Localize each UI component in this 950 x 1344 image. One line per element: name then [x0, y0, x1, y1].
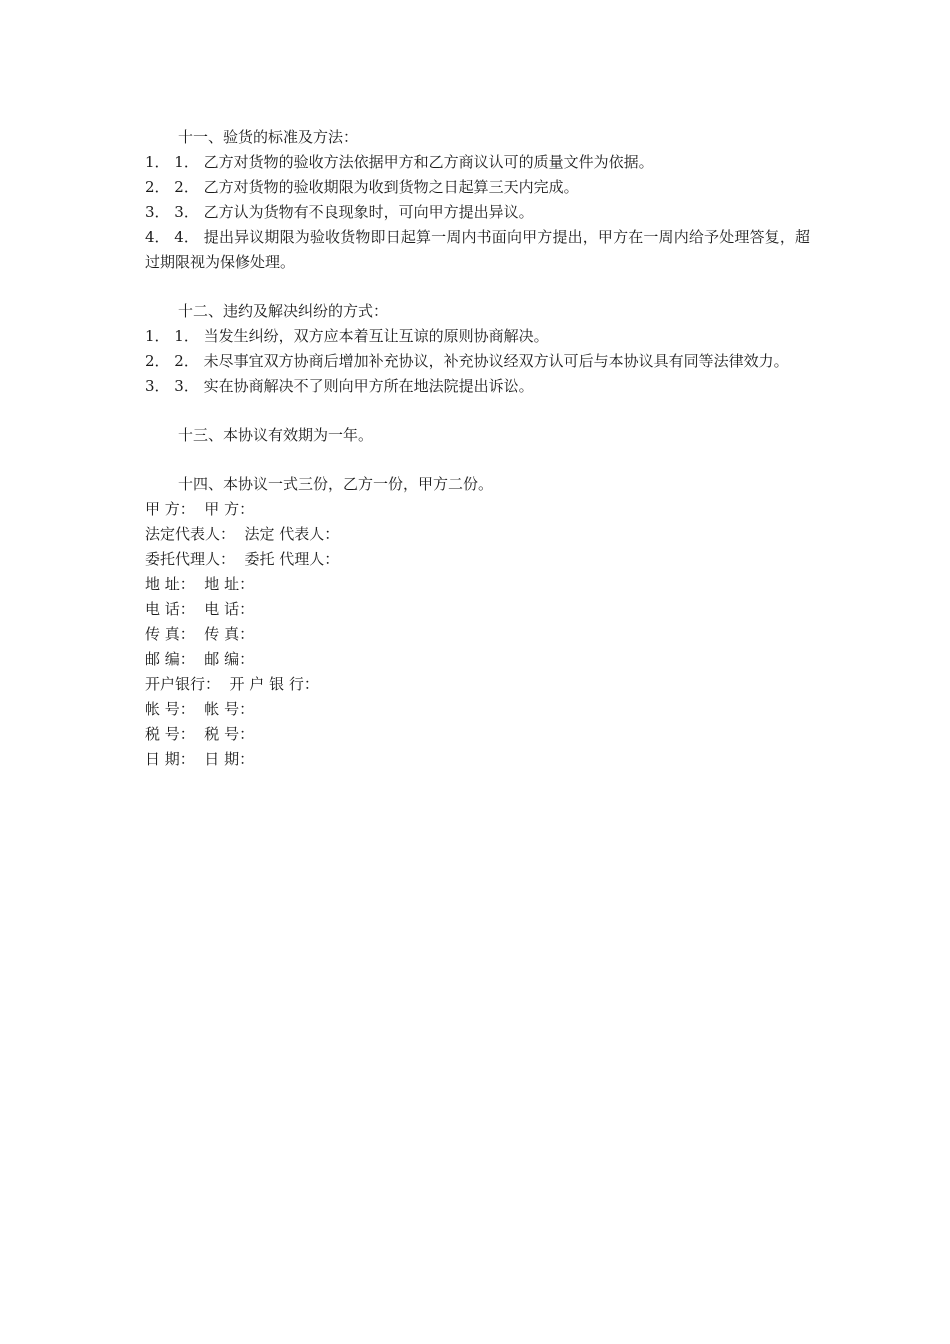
- signature-row-address: 地 址： 地 址：: [145, 575, 255, 593]
- section-inspection: [145, 125, 810, 275]
- list-item: [145, 349, 810, 374]
- item-text: 乙方对货物的验收方法依据甲方和乙方商议认可的质量文件为依据。: [198, 153, 654, 171]
- signature-row-tax-id: 税 号： 税 号：: [145, 725, 255, 743]
- item-text: 实在协商解决不了则向甲方所在地法院提出诉讼。: [198, 377, 534, 395]
- section-heading: 十二、违约及解决纠纷的方式：: [178, 302, 389, 320]
- section-heading: 十一、验货的标准及方法：: [178, 128, 359, 146]
- item-number: 2． 2．: [145, 352, 199, 370]
- signature-row-bank: 开户银行： 开 户 银 行：: [145, 675, 319, 693]
- list-item: [145, 175, 810, 200]
- signature-block: [145, 497, 810, 772]
- item-text: 未尽事宜双方协商后增加补充协议，补充协议经双方认可后与本协议具有同等法律效力。: [198, 352, 789, 370]
- item-number: 1． 1．: [145, 153, 199, 171]
- list-item: [145, 374, 810, 399]
- list-item: [145, 324, 810, 349]
- document-page: [145, 125, 810, 772]
- item-number: 3． 3．: [145, 203, 199, 221]
- item-number: 1． 1．: [145, 327, 199, 345]
- item-number: 4． 4．: [145, 228, 199, 246]
- spacer: [145, 275, 810, 299]
- section-disputes: [145, 299, 810, 399]
- list-item: [145, 200, 810, 225]
- signature-row-date: 日 期： 日 期：: [145, 750, 255, 768]
- signature-row-legal-rep: 法定代表人： 法定 代表人：: [145, 525, 340, 543]
- item-text: 当发生纠纷，双方应本着互让互谅的原则协商解决。: [198, 327, 549, 345]
- signature-row-postcode: 邮 编： 邮 编：: [145, 650, 255, 668]
- signature-row-phone: 电 话： 电 话：: [145, 600, 255, 618]
- signature-row-party: 甲 方： 甲 方：: [145, 500, 255, 518]
- signature-row-fax: 传 真： 传 真：: [145, 625, 255, 643]
- item-number: 3． 3．: [145, 377, 199, 395]
- item-text: 乙方认为货物有不良现象时，可向甲方提出异议。: [198, 203, 534, 221]
- item-text: 提出异议期限为验收货物即日起算一周内书面向甲方提出，甲方在一周内给予处理答复，超过期限视为保修处理。: [145, 228, 810, 271]
- list-item: [145, 225, 810, 275]
- item-number: 2． 2．: [145, 178, 199, 196]
- signature-row-agent: 委托代理人： 委托 代理人：: [145, 550, 340, 568]
- spacer: [145, 399, 810, 423]
- item-text: 乙方对货物的验收期限为收到货物之日起算三天内完成。: [198, 178, 579, 196]
- clause-validity: 十三、本协议有效期为一年。: [178, 426, 374, 444]
- signature-row-account: 帐 号： 帐 号：: [145, 700, 255, 718]
- clause-copies: 十四、本协议一式三份，乙方一份，甲方二份。: [178, 475, 494, 493]
- spacer: [145, 448, 810, 472]
- list-item: [145, 150, 810, 175]
